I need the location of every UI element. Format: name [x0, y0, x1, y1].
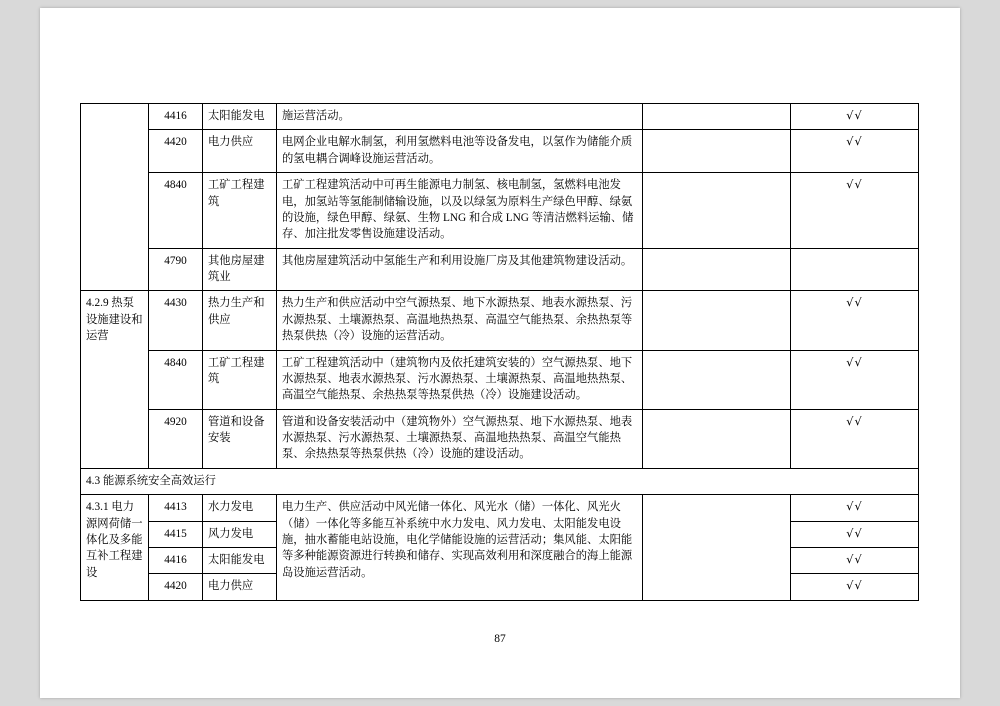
table-row — [81, 350, 919, 409]
category-cell — [81, 104, 149, 291]
check-cell — [791, 248, 919, 291]
industry-name-cell: 其他房屋建筑业 — [203, 248, 277, 291]
code-cell: 4416 — [149, 104, 203, 130]
note-cell — [643, 291, 791, 350]
description-cell: 工矿工程建筑活动中可再生能源电力制氢、核电制氢，氢燃料电池发电，加氢站等氢能制储输设施，以及以绿氢为原料生产绿色甲醇、绿氨的设施，绿色甲醇、绿氨、生物 LNG 和合成 LNG 等清洁燃料运输、储存、加注批发零售设施建设活动。 — [277, 173, 643, 249]
note-cell — [643, 104, 791, 130]
page-number: 87 — [494, 633, 506, 645]
classification-table — [80, 103, 919, 601]
description-cell: 工矿工程建筑活动中（建筑物内及依托建筑安装的）空气源热泵、地下水源热泵、地表水源热泵、污水源热泵、土壤源热泵、高温地热热泵、高温空气能热泵、余热热泵等热泵供热（冷）设施建设活动。 — [277, 350, 643, 409]
table-row — [81, 495, 919, 521]
table-row — [81, 104, 919, 130]
table-row — [81, 409, 919, 468]
code-cell: 4413 — [149, 495, 203, 521]
check-cell: √√ — [791, 409, 919, 468]
check-cell: √√ — [791, 521, 919, 547]
table-row — [81, 130, 919, 173]
note-cell — [643, 173, 791, 249]
industry-name-cell: 热力生产和供应 — [203, 291, 277, 350]
check-cell: √√ — [791, 104, 919, 130]
check-cell: √√ — [791, 350, 919, 409]
table-row — [81, 291, 919, 350]
note-cell — [643, 409, 791, 468]
code-cell: 4415 — [149, 521, 203, 547]
document-page — [40, 8, 960, 698]
check-cell: √√ — [791, 291, 919, 350]
description-cell: 热力生产和供应活动中空气源热泵、地下水源热泵、地表水源热泵、污水源热泵、土壤源热泵、高温地热热泵、高温空气能热泵、余热热泵等热泵供热（冷）设施的运营活动。 — [277, 291, 643, 350]
industry-name-cell: 太阳能发电 — [203, 104, 277, 130]
category-cell: 4.2.9 热泵设施建设和运营 — [81, 291, 149, 468]
description-cell: 施运营活动。 — [277, 104, 643, 130]
code-cell: 4790 — [149, 248, 203, 291]
check-cell: √√ — [791, 547, 919, 573]
code-cell: 4430 — [149, 291, 203, 350]
table-row — [81, 173, 919, 249]
industry-name-cell: 水力发电 — [203, 495, 277, 521]
industry-name-cell: 管道和设备安装 — [203, 409, 277, 468]
code-cell: 4840 — [149, 350, 203, 409]
description-cell: 电网企业电解水制氢，利用氢燃料电池等设备发电，以氢作为储能介质的氢电耦合调峰设施运营活动。 — [277, 130, 643, 173]
section-heading-row — [81, 468, 919, 494]
check-cell: √√ — [791, 173, 919, 249]
description-cell: 其他房屋建筑活动中氢能生产和利用设施厂房及其他建筑物建设活动。 — [277, 248, 643, 291]
check-cell: √√ — [791, 495, 919, 521]
page-content — [80, 103, 918, 601]
note-cell — [643, 130, 791, 173]
category-cell: 4.3.1 电力源网荷储一体化及多能互补工程建设 — [81, 495, 149, 601]
note-cell — [643, 495, 791, 601]
note-cell — [643, 248, 791, 291]
industry-name-cell: 太阳能发电 — [203, 547, 277, 573]
industry-name-cell: 电力供应 — [203, 574, 277, 600]
industry-name-cell: 电力供应 — [203, 130, 277, 173]
industry-name-cell: 工矿工程建筑 — [203, 350, 277, 409]
code-cell: 4920 — [149, 409, 203, 468]
check-cell: √√ — [791, 130, 919, 173]
code-cell: 4420 — [149, 130, 203, 173]
industry-name-cell: 工矿工程建筑 — [203, 173, 277, 249]
code-cell: 4840 — [149, 173, 203, 249]
description-cell: 管道和设备安装活动中（建筑物外）空气源热泵、地下水源热泵、地表水源热泵、污水源热泵、土壤源热泵、高温地热热泵、高温空气能热泵、余热热泵等热泵供热（冷）设施的建设活动。 — [277, 409, 643, 468]
description-cell: 电力生产、供应活动中风光储一体化、风光水（储）一体化、风光火（储）一体化等多能互补系统中水力发电、风力发电、太阳能发电设施，抽水蓄能电站设施，电化学储能设施的运营活动；集风能、太阳能等多种能源资源进行转换和储存、实现高效利用和深度融合的海上能源岛设施运营活动。 — [277, 495, 643, 601]
check-cell: √√ — [791, 574, 919, 600]
code-cell: 4420 — [149, 574, 203, 600]
note-cell — [643, 350, 791, 409]
code-cell: 4416 — [149, 547, 203, 573]
table-row — [81, 248, 919, 291]
industry-name-cell: 风力发电 — [203, 521, 277, 547]
section-heading: 4.3 能源系统安全高效运行 — [81, 468, 919, 494]
